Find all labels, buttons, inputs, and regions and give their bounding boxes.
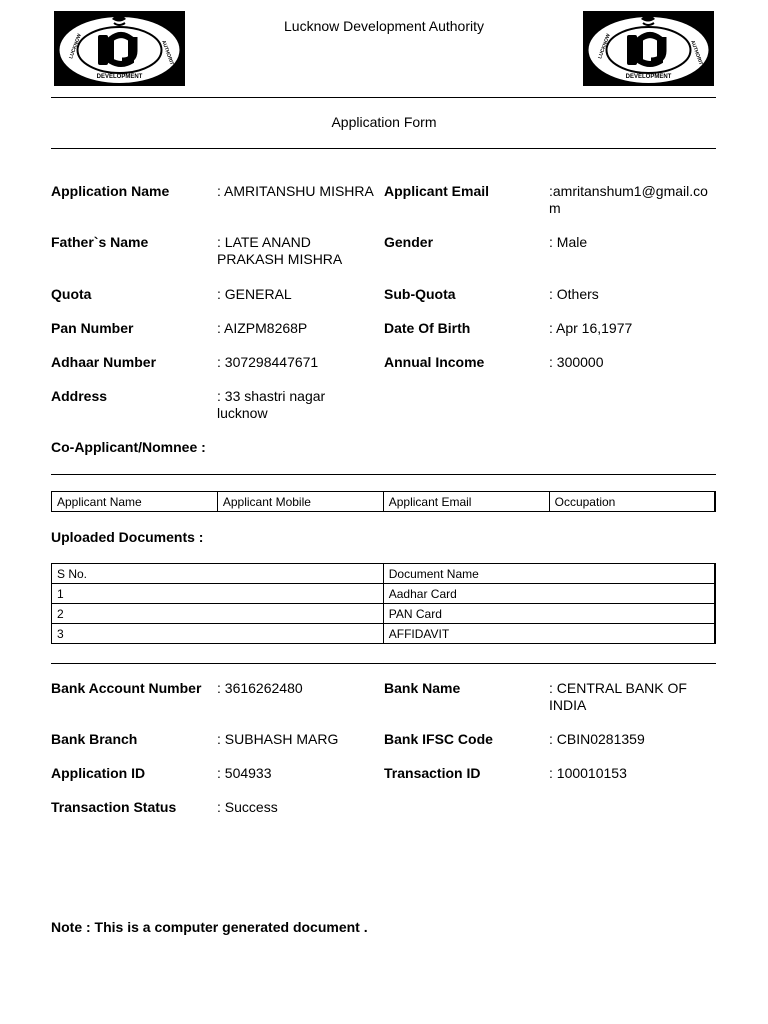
application-name-value: : AMRITANSHU MISHRA xyxy=(217,183,374,199)
uploaded-documents-heading: Uploaded Documents : xyxy=(51,529,204,545)
gender-label: Gender xyxy=(384,234,434,250)
adhaar-number-label: Adhaar Number xyxy=(51,354,157,370)
lda-logo-right xyxy=(583,11,714,86)
form-title: Application Form xyxy=(331,114,437,130)
date-of-birth-value: : Apr 16,1977 xyxy=(549,320,633,336)
co-applicant-heading: Co-Applicant/Nomnee : xyxy=(51,439,206,455)
bank-account-number-label: Bank Account Number xyxy=(51,680,202,696)
organisation-title: Lucknow Development Authority xyxy=(284,18,484,34)
fathers-name-value: : LATE ANAND PRAKASH MISHRA xyxy=(217,234,343,267)
column-header: Document Name xyxy=(383,564,715,584)
table-row xyxy=(52,584,716,604)
bank-name-value: : CENTRAL BANK OF INDIA xyxy=(549,680,687,713)
pan-number-label: Pan Number xyxy=(51,320,134,336)
date-of-birth-label: Date Of Birth xyxy=(384,320,471,336)
application-id-label: Application ID xyxy=(51,765,146,781)
logo-ring-text-bottom: DEVELOPMENT xyxy=(96,74,143,80)
table-header-row xyxy=(52,492,716,512)
column-header: S No. xyxy=(52,564,384,584)
quota-label: Quota xyxy=(51,286,92,302)
logo-ring-text-right: AUTHORITY xyxy=(689,39,705,70)
document-name: Aadhar Card xyxy=(383,584,715,604)
bank-section-divider xyxy=(51,663,716,664)
column-header: Occupation xyxy=(549,492,715,512)
table-row xyxy=(52,624,716,644)
document-name: AFFIDAVIT xyxy=(383,624,715,644)
column-header: Applicant Email xyxy=(383,492,549,512)
transaction-id-value: : 100010153 xyxy=(549,765,627,781)
header-divider xyxy=(51,97,716,98)
pan-number-value: : AIZPM8268P xyxy=(217,320,308,336)
logo-ring-text-left: LUCKNOW xyxy=(68,33,83,60)
logo-ring-text-left: LUCKNOW xyxy=(597,33,612,60)
adhaar-number-value: : 307298447671 xyxy=(217,354,319,370)
bank-ifsc-label: Bank IFSC Code xyxy=(384,731,493,747)
sub-quota-value: : Others xyxy=(549,286,599,302)
form-title-divider xyxy=(51,148,716,149)
co-applicant-table xyxy=(51,491,716,512)
transaction-status-label: Transaction Status xyxy=(51,799,177,815)
table-row xyxy=(52,604,716,624)
column-header: Applicant Mobile xyxy=(217,492,383,512)
document-name: PAN Card xyxy=(383,604,715,624)
sub-quota-label: Sub-Quota xyxy=(384,286,456,302)
gender-value: : Male xyxy=(549,234,588,250)
annual-income-value: : 300000 xyxy=(549,354,604,370)
transaction-status-value: : Success xyxy=(217,799,278,815)
documents-table xyxy=(51,563,716,644)
address-label: Address xyxy=(51,388,108,404)
computer-generated-note: Note : This is a computer generated document . xyxy=(51,919,368,935)
fathers-name-label: Father`s Name xyxy=(51,234,149,250)
document-sno: 1 xyxy=(52,584,384,604)
logo-ring-text-bottom: DEVELOPMENT xyxy=(625,74,672,80)
column-header: Applicant Name xyxy=(52,492,218,512)
annual-income-label: Annual Income xyxy=(384,354,485,370)
application-id-value: : 504933 xyxy=(217,765,272,781)
bank-name-label: Bank Name xyxy=(384,680,461,696)
address-value: : 33 shastri nagar lucknow xyxy=(217,388,326,421)
applicant-email-value: :amritanshum1@gmail.com xyxy=(549,183,708,216)
bank-account-number-value: : 3616262480 xyxy=(217,680,303,696)
applicant-email-label: Applicant Email xyxy=(384,183,490,199)
transaction-id-label: Transaction ID xyxy=(384,765,481,781)
quota-value: : GENERAL xyxy=(217,286,292,302)
co-applicant-divider xyxy=(51,474,716,475)
logo-ring-text-right: AUTHORITY xyxy=(160,39,176,70)
bank-branch-value: : SUBHASH MARG xyxy=(217,731,339,747)
lda-emblem-icon xyxy=(583,11,714,86)
document-sno: 2 xyxy=(52,604,384,624)
bank-ifsc-value: : CBIN0281359 xyxy=(549,731,645,747)
document-sno: 3 xyxy=(52,624,384,644)
application-name-label: Application Name xyxy=(51,183,170,199)
table-header-row xyxy=(52,564,716,584)
bank-branch-label: Bank Branch xyxy=(51,731,138,747)
